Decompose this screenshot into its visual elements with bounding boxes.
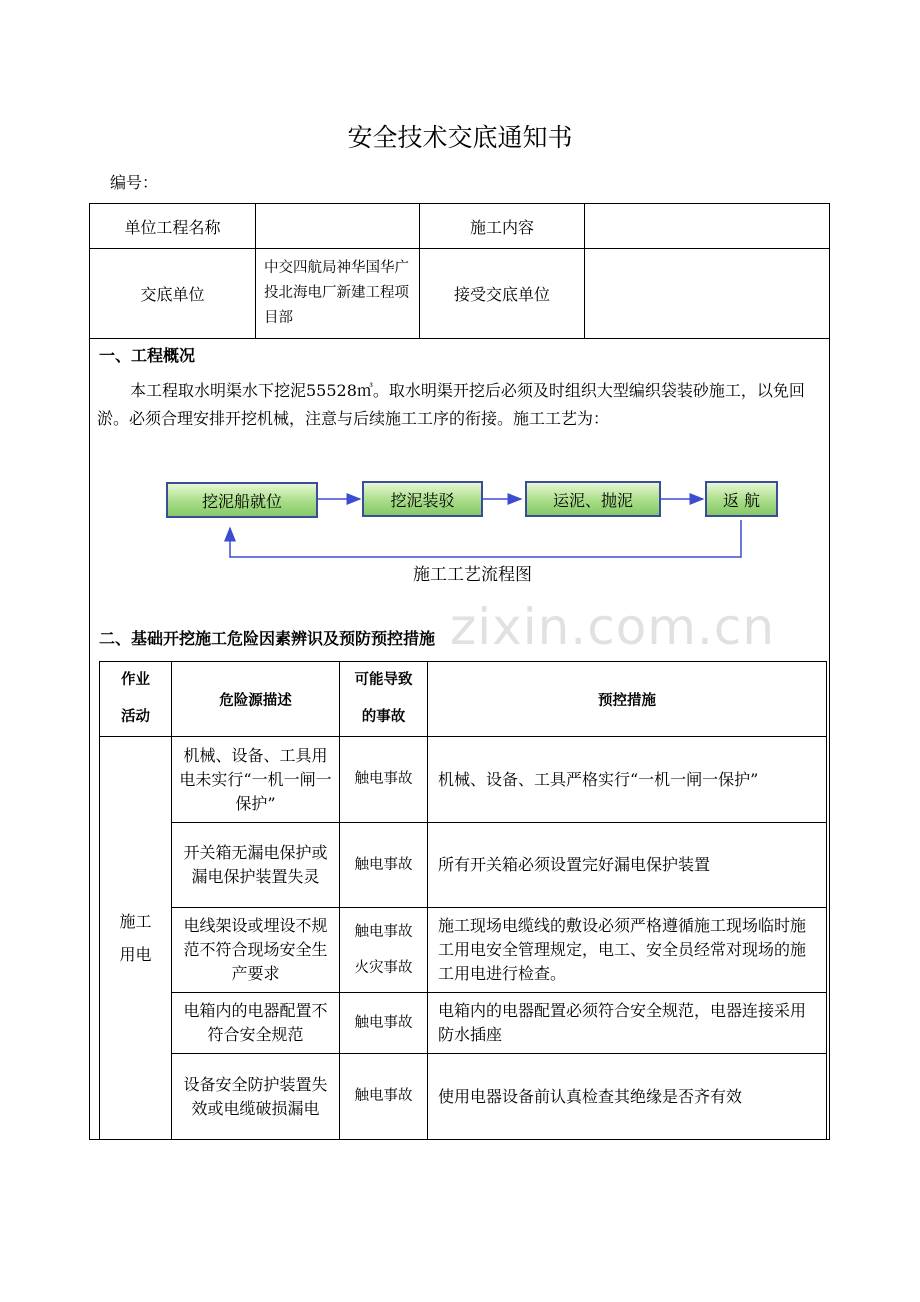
watermark: zixin.com.cn <box>450 598 776 656</box>
table-row-1-hazard: 机械、设备、工具用电未实行“一机一闸一保护” <box>179 745 332 813</box>
issuer-label: 交底单位 <box>140 285 205 304</box>
activity-cell <box>100 737 171 1139</box>
flow-step-3: 运泥、抛泥 <box>525 481 661 517</box>
flow-return-arrow <box>230 520 741 557</box>
issuer-value: 中交四航局神华国华广投北海电厂新建工程项目部 <box>264 260 409 326</box>
construction-content-value <box>585 204 829 248</box>
table-row-5-hazard: 设备安全防护装置失效或电缆破损漏电 <box>183 1074 328 1118</box>
flow-caption: 施工工艺流程图 <box>413 565 532 585</box>
header-activity <box>100 662 171 736</box>
table-row-3-accident <box>340 908 427 992</box>
table-row-5-accident <box>340 1054 427 1139</box>
table-row-2-accident <box>340 823 427 907</box>
section-2-heading: 二、基础开挖施工危险因素辨识及预防预控措施 <box>99 629 436 648</box>
table-row-3-accident-1: 触电事故 <box>354 924 413 940</box>
table-row-3-accident-2: 火灾事故 <box>354 960 413 976</box>
receiver-label: 接受交底单位 <box>453 285 550 304</box>
table-row-2-measure: 所有开关箱必须设置完好漏电保护装置 <box>438 855 711 874</box>
table-row-5-accident-1: 触电事故 <box>354 1088 413 1104</box>
flow-step-2: 挖泥装驳 <box>362 481 483 517</box>
receiver-value <box>585 249 829 338</box>
construction-content-label: 施工内容 <box>469 217 534 237</box>
serial-number-label: 编号： <box>110 173 159 192</box>
table-row-1-accident-1: 触电事故 <box>354 771 413 787</box>
table-row-1-accident <box>340 737 427 822</box>
hazard-table <box>99 661 827 1140</box>
header-activity-line-2: 活动 <box>121 709 150 725</box>
table-row-2-accident-1: 触电事故 <box>354 856 413 873</box>
table-row-1-measure: 机械、设备、工具严格实行“一机一闸一保护” <box>438 769 759 789</box>
header-accident-line-2: 的事故 <box>361 709 406 725</box>
header-activity-line-1: 作业 <box>121 672 150 688</box>
header-hazard: 危险源描述 <box>219 692 292 709</box>
project-name-value <box>256 204 419 248</box>
table-row-2-hazard: 开关箱无漏电保护或漏电保护装置失灵 <box>183 843 328 886</box>
section-1-heading: 一、工程概况 <box>99 346 196 365</box>
document-title: 安全技术交底通知书 <box>347 123 573 152</box>
table-row-5-measure: 使用电器设备前认真检查其绝缘是否齐有效 <box>438 1086 743 1106</box>
table-row-4-accident-1: 触电事故 <box>354 1014 413 1031</box>
header-accident <box>340 662 427 736</box>
table-row-4-measure: 电箱内的电器配置必须符合安全规范，电器连接采用防水插座 <box>438 1001 807 1044</box>
project-overview-paragraph: 本工程取水明渠水下挖泥55528㎥。取水明渠开挖后必须及时组织大型编织袋装砂施工，以免回淤。必须合理安排开挖机械，注意与后续施工工序的衔接。施工工艺为： <box>97 381 805 428</box>
table-row-3-hazard: 电线架设或埋设不规范不符合现场安全生产要求 <box>183 916 328 983</box>
table-row-4-accident <box>340 993 427 1053</box>
activity-line-2: 用电 <box>119 945 152 964</box>
flow-step-4: 返 航 <box>705 481 778 517</box>
activity-line-1: 施工 <box>119 912 152 931</box>
header-accident-line-1: 可能导致 <box>354 672 413 688</box>
header-measure: 预控措施 <box>598 692 656 709</box>
flow-step-1: 挖泥船就位 <box>166 482 318 518</box>
table-row-4-hazard: 电箱内的电器配置不符合安全规范 <box>183 1001 328 1044</box>
project-name-label: 单位工程名称 <box>124 217 221 237</box>
table-row-3-measure: 施工现场电缆线的敷设必须严格遵循施工现场临时施工用电安全管理规定，电工、安全员经常对现场的施工用电进行检查。 <box>438 916 807 983</box>
